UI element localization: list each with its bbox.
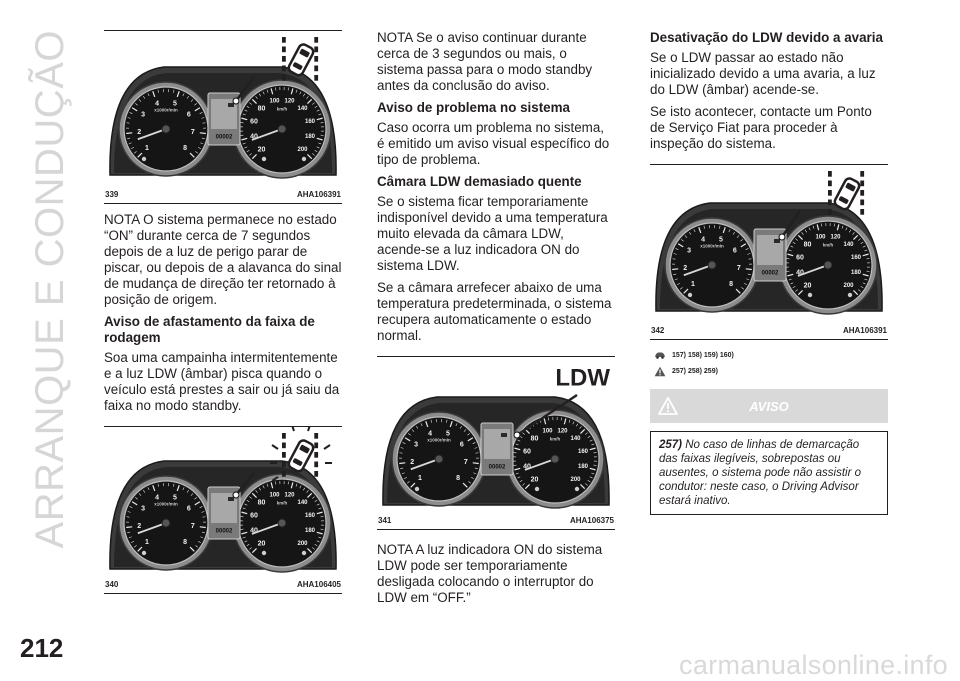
gauge-tick-label: 40 [796, 269, 804, 276]
reference-line: 157) 158) 159) 160) [654, 350, 888, 360]
tachometer-unit: x1000r/min [427, 437, 451, 442]
gauge-tick-label: 40 [250, 527, 258, 534]
gauge-tick-label: 140 [297, 500, 308, 506]
body-paragraph: Se isto acontecer, contacte um Ponto de Serviço Fiat para proceder à inspeção do sistema. [650, 104, 888, 152]
gauge-tick-label: 140 [297, 106, 308, 112]
section-heading: Aviso de problema no sistema [377, 100, 615, 116]
gauge-tick-label: 80 [804, 241, 812, 248]
body-paragraph: Se o LDW passar ao estado não inicializado devido a uma avaria, a luz do LDW (âmbar) acende-se. [650, 50, 888, 98]
odometer-readout: 00002 [489, 465, 506, 471]
figure-341 [377, 356, 615, 530]
gauge-tick-label: 7 [464, 459, 468, 466]
gauge-tick-label: 20 [531, 476, 539, 483]
gauge-tick-label: 180 [578, 464, 589, 470]
speedometer-unit: km/h [277, 500, 288, 505]
gauge-tick-label: 3 [141, 505, 145, 512]
gauge-tick-label: 200 [570, 477, 581, 483]
reference-line: 257) 258) 259) [654, 366, 888, 377]
gauge-tick-label: 8 [456, 475, 460, 482]
figure-caption: 342 AHA106391 [650, 326, 888, 335]
gauge-tick-label: 2 [137, 129, 141, 136]
gauge-tick-label: 200 [297, 147, 308, 153]
gauge-tick-label: 7 [737, 265, 741, 272]
gauge-tick-label: 1 [691, 281, 695, 288]
gauge-tick-label: 4 [428, 430, 432, 437]
ldw-indicator-label: LDW [555, 364, 610, 391]
section-heading: Aviso de afastamento da faixa de rodagem [104, 314, 342, 346]
note-paragraph: NOTA A luz indicadora ON do sistema LDW pode ser temporariamente desligada colocando o interruptor do LDW em “OFF.” [377, 542, 615, 606]
figure-caption: 339 AHA106391 [104, 190, 342, 199]
note-paragraph: NOTA Se o aviso continuar durante cerca de 3 segundos ou mais, o sistema passa para o modo standby antes da conclusão do aviso. [377, 30, 615, 94]
gauge-tick-label: 2 [137, 523, 141, 530]
gauge-tick-label: 4 [155, 100, 159, 107]
speedometer-unit: km/h [277, 106, 288, 111]
warning-triangle-icon [654, 366, 666, 377]
gauge-tick-label: 5 [446, 430, 450, 437]
gauge-tick-label: 140 [843, 242, 854, 248]
warning-text: No caso de linhas de demarcação das faixas ilegíveis, sobrepostas ou ausentes, o sistema pode não assistir o condutor: neste caso, o Driving Advisor estará inativo. [659, 439, 861, 507]
gauge-tick-label: 5 [719, 236, 723, 243]
note-paragraph: NOTA O sistema permanece no estado “ON” durante cerca de 7 segundos depois de a luz de perigo parar de piscar, ou depois de a alavanca do sinal de mudança de direção ter retornado à posição de origem. [104, 212, 342, 308]
gauge-tick-label: 4 [701, 236, 705, 243]
warning-triangle-icon [658, 397, 678, 415]
gauge-tick-label: 60 [523, 448, 531, 455]
body-paragraph: Soa uma campainha intermitentemente e a luz LDW (âmbar) pisca quando o veículo está prestes a sair ou já saiu da faixa no modo standby. [104, 350, 342, 414]
gauge-tick-label: 160 [305, 119, 316, 125]
gauge-tick-label: 160 [851, 255, 862, 261]
gauge-tick-label: 200 [843, 283, 854, 289]
speedometer-unit: km/h [823, 242, 834, 247]
gauge-tick-label: 7 [191, 129, 195, 136]
column-3 [650, 30, 888, 515]
gauge-tick-label: 1 [418, 475, 422, 482]
gauge-tick-label: 20 [804, 282, 812, 289]
watermark: carmanualsonline.info [679, 650, 948, 681]
gauge-tick-label: 80 [258, 499, 266, 506]
instrument-cluster-illustration [104, 31, 342, 181]
gauge-tick-label: 4 [155, 494, 159, 501]
gauge-tick-label: 100 [815, 235, 826, 241]
gauge-tick-label: 6 [187, 505, 191, 512]
speedometer-unit: km/h [550, 436, 561, 441]
gauge-tick-label: 40 [250, 133, 258, 140]
page-number: 212 [20, 633, 63, 664]
chapter-side-title: ARRANQUE E CONDUÇÃO [18, 30, 82, 330]
tachometer-unit: x1000r/min [154, 501, 178, 506]
instrument-cluster-illustration [377, 357, 615, 511]
gauge-tick-label: 100 [269, 99, 280, 105]
gauge-tick-label: 3 [141, 111, 145, 118]
tachometer-unit: x1000r/min [154, 107, 178, 112]
gauge-tick-label: 1 [145, 539, 149, 546]
gauge-tick-label: 2 [683, 265, 687, 272]
instrument-cluster-illustration [104, 427, 342, 575]
warning-number: 257) [659, 439, 682, 451]
warning-box-header [650, 389, 888, 423]
gauge-tick-label: 120 [284, 99, 295, 105]
gauge-tick-label: 5 [173, 494, 177, 501]
figure-340 [104, 426, 342, 594]
gauge-tick-label: 60 [250, 118, 258, 125]
gauge-tick-label: 60 [796, 254, 804, 261]
odometer-readout: 00002 [762, 271, 779, 277]
warning-box-title: AVISO [749, 399, 789, 414]
car-reference-icon [654, 350, 666, 360]
gauge-tick-label: 180 [305, 134, 316, 140]
gauge-tick-label: 6 [733, 247, 737, 254]
gauge-tick-label: 20 [258, 146, 266, 153]
gauge-tick-label: 3 [687, 247, 691, 254]
figure-342 [650, 164, 888, 340]
warning-box-body [650, 431, 888, 515]
figure-caption: 340 AHA106405 [104, 580, 342, 589]
body-paragraph: Se a câmara arrefecer abaixo de uma temperatura predeterminada, o sistema recupera automaticamente o estado normal. [377, 280, 615, 344]
gauge-tick-label: 60 [250, 512, 258, 519]
tachometer-unit: x1000r/min [700, 243, 724, 248]
gauge-tick-label: 80 [258, 105, 266, 112]
gauge-tick-label: 2 [410, 459, 414, 466]
body-paragraph: Caso ocorra um problema no sistema, é emitido um aviso visual específico do tipo de problema. [377, 120, 615, 168]
gauge-tick-label: 100 [542, 429, 553, 435]
gauge-tick-label: 120 [830, 235, 841, 241]
gauge-tick-label: 180 [305, 528, 316, 534]
body-paragraph: Se o sistema ficar temporariamente indisponível devido a uma temperatura muito elevada da câmara LDW, acende-se a luz indicadora ON do sistema LDW. [377, 194, 615, 274]
odometer-readout: 00002 [216, 529, 233, 535]
section-heading: Desativação do LDW devido a avaria [650, 30, 888, 46]
gauge-tick-label: 80 [531, 435, 539, 442]
odometer-readout: 00002 [216, 135, 233, 141]
column-2 [377, 30, 615, 612]
gauge-tick-label: 120 [284, 493, 295, 499]
gauge-tick-label: 100 [269, 493, 280, 499]
gauge-tick-label: 8 [729, 281, 733, 288]
gauge-tick-label: 6 [187, 111, 191, 118]
gauge-tick-label: 3 [414, 441, 418, 448]
gauge-tick-label: 8 [183, 539, 187, 546]
gauge-tick-label: 8 [183, 145, 187, 152]
figure-caption: 341 AHA106375 [377, 516, 615, 525]
gauge-tick-label: 5 [173, 100, 177, 107]
gauge-tick-label: 180 [851, 270, 862, 276]
gauge-tick-label: 20 [258, 540, 266, 547]
gauge-tick-label: 6 [460, 441, 464, 448]
gauge-tick-label: 40 [523, 463, 531, 470]
gauge-tick-label: 140 [570, 436, 581, 442]
gauge-tick-label: 7 [191, 523, 195, 530]
gauge-tick-label: 160 [578, 449, 589, 455]
section-heading: Câmara LDW demasiado quente [377, 174, 615, 190]
column-1 [104, 30, 342, 594]
figure-339 [104, 30, 342, 204]
instrument-cluster-illustration [650, 165, 888, 317]
gauge-tick-label: 120 [557, 429, 568, 435]
gauge-tick-label: 160 [305, 513, 316, 519]
gauge-tick-label: 200 [297, 541, 308, 547]
gauge-tick-label: 1 [145, 145, 149, 152]
